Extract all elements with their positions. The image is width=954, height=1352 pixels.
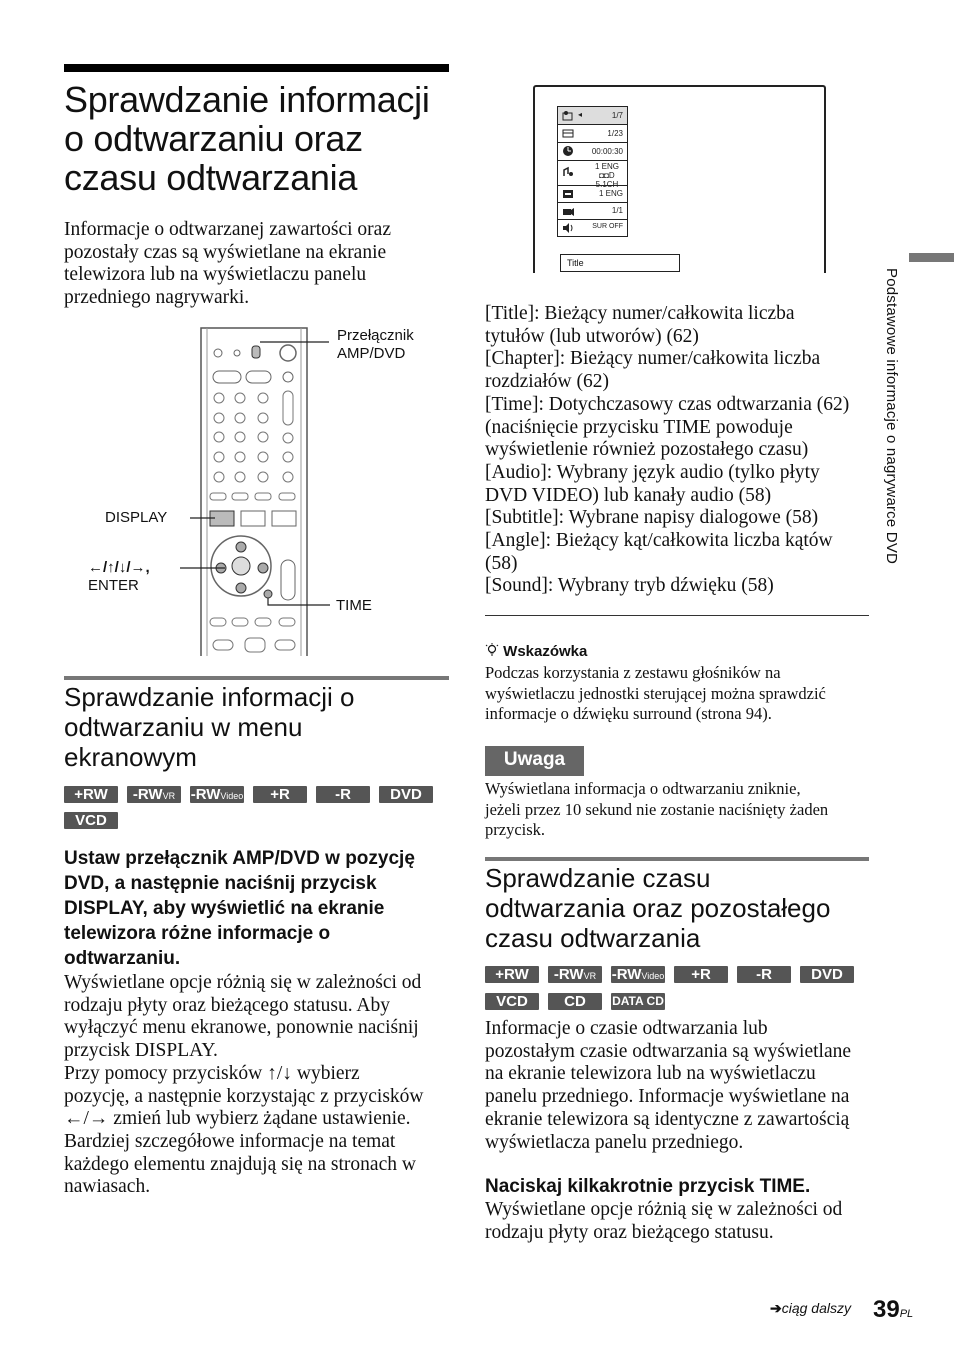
page-title-line: o odtwarzaniu oraz bbox=[64, 118, 363, 159]
right-arrow-icon: ➔ bbox=[770, 1300, 782, 1316]
osd-row-angle bbox=[557, 202, 628, 220]
osd-row-sound bbox=[557, 219, 628, 237]
osd-value: 1/1 bbox=[611, 206, 623, 215]
page-number-value: 39 bbox=[873, 1296, 900, 1323]
format-badge-data-cd: DATA CD bbox=[612, 994, 664, 1008]
switch-label-line1: Przełącznik bbox=[337, 327, 414, 344]
footer-continued bbox=[770, 1300, 851, 1317]
section2-step-body bbox=[485, 1199, 885, 1244]
chapter-icon bbox=[562, 127, 574, 139]
section2-body bbox=[485, 1018, 885, 1154]
tip-line: Podczas korzystania z zestawu głośników na bbox=[485, 663, 781, 682]
body-line: panelu przedniego. Informacje wyświetlane na bbox=[485, 1086, 850, 1108]
info-line: [Chapter]: Bieżący numer/całkowita liczba bbox=[485, 348, 821, 370]
section1-step bbox=[64, 846, 454, 971]
tip-heading-text: Wskazówka bbox=[503, 643, 588, 660]
format-badge-minus-rw-vr: -RWVR bbox=[127, 786, 181, 803]
section2-heading-line: odtwarzania oraz pozostałego bbox=[485, 893, 831, 923]
audio-icon bbox=[562, 166, 574, 178]
osd-value: 1/7 bbox=[611, 111, 623, 120]
section1-rule bbox=[64, 676, 449, 680]
continued-text: ciąg dalszy bbox=[781, 1300, 851, 1316]
note-line: przycisk. bbox=[485, 820, 546, 839]
side-tab-label: Podstawowe informacje o nagrywarce DVD bbox=[883, 268, 900, 565]
osd-caption-box bbox=[560, 254, 680, 272]
info-line: [Time]: Dotychczasowy czas odtwarzania (62) bbox=[485, 393, 850, 415]
page-title bbox=[64, 80, 454, 197]
left-arrow-icon: ◂ bbox=[578, 110, 583, 119]
format-badge-dvd: DVD bbox=[379, 786, 433, 803]
arrows-label: ←/↑/↓/→, bbox=[88, 559, 150, 576]
switch-label-line2: AMP/DVD bbox=[337, 345, 406, 362]
info-line: [Title]: Bieżący numer/całkowita liczba bbox=[485, 303, 795, 324]
step-line: DVD, a następnie naciśnij przycisk bbox=[64, 873, 377, 894]
info-line: wyświetlenie również pozostałego czasu) bbox=[485, 439, 809, 461]
body-line: każdego elementu znajdują się na stronach w bbox=[64, 1153, 416, 1175]
display-label: DISPLAY bbox=[105, 509, 168, 526]
enter-label: ENTER bbox=[88, 577, 139, 594]
section1-heading bbox=[64, 682, 454, 772]
format-badge-minus-rw-video: -RWVideo bbox=[190, 786, 244, 803]
info-line: (58) bbox=[485, 552, 518, 574]
callout-lines bbox=[160, 330, 340, 620]
body-line: nawiasach. bbox=[64, 1176, 151, 1198]
osd-row-title bbox=[557, 106, 628, 125]
osd-value: 1/23 bbox=[607, 129, 623, 138]
section2-rule bbox=[485, 857, 869, 861]
info-line: [Audio]: Wybrany język audio (tylko płyty bbox=[485, 461, 820, 483]
body-line: Wyświetlane opcje różnią się w zależności od bbox=[64, 972, 422, 993]
body-line: ekranie telewizora są identyczne z zawartością bbox=[485, 1108, 850, 1130]
body-line: rodzaju płyty oraz bieżącego statusu. bbox=[485, 1221, 774, 1243]
page-number-suffix: PL bbox=[899, 1308, 914, 1320]
osd-row-chapter bbox=[557, 124, 628, 143]
note-heading-box bbox=[485, 746, 584, 776]
note-line: jeżeli przez 10 sekund nie zostanie naciśnięty żaden bbox=[485, 799, 829, 819]
side-tab-bar bbox=[909, 253, 954, 262]
osd-value: 1 ENG ◘◘D 5.1CH bbox=[594, 162, 619, 189]
note-body bbox=[485, 779, 875, 841]
camera-icon bbox=[562, 205, 574, 217]
page-number bbox=[873, 1296, 913, 1324]
tip-body bbox=[485, 663, 875, 725]
osd-row-audio bbox=[557, 160, 628, 189]
format-badge-plus-r: +R bbox=[253, 786, 307, 803]
intro-paragraph: Informacje o odtwarzanej zawartości oraz pozostały czas są wyświetlane na ekranie telewizora lub na wyświetlaczu panelu przedniego nagrywarki. bbox=[64, 219, 391, 309]
body-line: Informacje o czasie odtwarzania lub bbox=[485, 1018, 768, 1039]
body-line: pozostałym czasie odtwarzania są wyświetlane bbox=[485, 1040, 852, 1062]
osd-value: 00:00:30 bbox=[591, 147, 623, 156]
title-rule bbox=[64, 64, 449, 72]
section1-body bbox=[64, 972, 454, 1199]
format-badge-vcd: VCD bbox=[64, 812, 118, 829]
body-line: przycisk DISPLAY. bbox=[64, 1040, 218, 1062]
section2-heading-line: Sprawdzanie czasu bbox=[485, 863, 711, 893]
format-badge-dvd: DVD bbox=[800, 966, 854, 983]
step-line: Ustaw przełącznik AMP/DVD w pozycję bbox=[64, 848, 415, 869]
body-line: Przy pomocy przycisków ↑/↓ wybierz bbox=[64, 1062, 360, 1084]
title-icon bbox=[562, 110, 574, 122]
osd-value: SUR OFF bbox=[592, 223, 623, 230]
note-heading: Uwaga bbox=[503, 749, 566, 770]
osd-caption: Title bbox=[567, 258, 584, 268]
info-line: [Sound]: Wybrany tryb dźwięku (58) bbox=[485, 575, 774, 597]
tip-heading bbox=[485, 643, 587, 660]
clock-icon bbox=[562, 145, 574, 157]
section2-step: Naciskaj kilkakrotnie przycisk TIME. bbox=[485, 1176, 811, 1197]
info-line: tytułów (lub utworów) (62) bbox=[485, 325, 699, 347]
body-line: rodzaju płyty oraz bieżącego statusu. Aby bbox=[64, 994, 390, 1016]
time-label: TIME bbox=[336, 597, 372, 614]
format-badge-plus-r: +R bbox=[674, 966, 728, 983]
body-line: Wyświetlane opcje różnią się w zależności od bbox=[485, 1199, 843, 1220]
tip-line: informacje o dźwięku surround (strona 94). bbox=[485, 704, 772, 723]
format-badge-plus-rw: +RW bbox=[485, 966, 539, 983]
format-badge-minus-rw-video: -RWVideo bbox=[611, 966, 665, 983]
lightbulb-icon bbox=[485, 643, 499, 659]
section1-heading-line: Sprawdzanie informacji o bbox=[64, 682, 355, 712]
format-badge-minus-rw-vr: -RWVR bbox=[548, 966, 602, 983]
format-badge-minus-r: -R bbox=[316, 786, 370, 803]
body-line: pozycję, a następnie korzystając z przycisków bbox=[64, 1085, 424, 1107]
body-line: na ekranie telewizora lub na wyświetlaczu bbox=[485, 1063, 816, 1085]
info-line: DVD VIDEO) lub kanały audio (58) bbox=[485, 484, 772, 506]
info-list bbox=[485, 303, 875, 598]
subtitle-icon bbox=[562, 188, 574, 200]
step-line: telewizora różne informacje o bbox=[64, 923, 331, 944]
body-line: wyłączyć menu ekranowe, ponownie naciśnij bbox=[64, 1017, 419, 1039]
info-line: [Angle]: Bieżący kąt/całkowita liczba kątów bbox=[485, 530, 833, 552]
tip-rule bbox=[485, 615, 869, 616]
body-line: Bardziej szczegółowe informacje na temat bbox=[64, 1130, 396, 1152]
osd-row-subtitle bbox=[557, 185, 628, 203]
speaker-icon bbox=[562, 222, 574, 234]
page-title-line: czasu odtwarzania bbox=[64, 157, 358, 198]
step-line: odtwarzaniu. bbox=[64, 948, 181, 969]
format-badge-plus-rw: +RW bbox=[64, 786, 118, 803]
osd-value: 1 ENG bbox=[598, 189, 623, 198]
tip-line: wyświetlaczu jednostki sterującej można sprawdzić bbox=[485, 683, 826, 703]
section2-heading-line: czasu odtwarzania bbox=[485, 923, 701, 953]
switch-label bbox=[337, 327, 414, 363]
page-title-line: Sprawdzanie informacji bbox=[64, 79, 430, 120]
step-line: DISPLAY, aby wyświetlić na ekranie bbox=[64, 898, 385, 919]
note-line: Wyświetlana informacja o odtwarzaniu zniknie, bbox=[485, 779, 801, 798]
section1-heading-line: ekranowym bbox=[64, 742, 197, 772]
info-line: (naciśnięcie przycisku TIME powoduje bbox=[485, 416, 793, 438]
info-line: [Subtitle]: Wybrane napisy dialogowe (58) bbox=[485, 507, 819, 529]
body-line: ←/→ zmień lub wybierz żądane ustawienie. bbox=[64, 1108, 411, 1130]
body-line: wyświetlacza panelu przedniego. bbox=[485, 1131, 744, 1153]
format-badge-cd: CD bbox=[548, 993, 602, 1010]
section1-heading-line: odtwarzaniu w menu bbox=[64, 712, 303, 742]
osd-row-time bbox=[557, 142, 628, 161]
format-badge-minus-r: -R bbox=[737, 966, 791, 983]
section2-heading bbox=[485, 863, 885, 953]
format-badge-vcd: VCD bbox=[485, 993, 539, 1010]
info-line: rozdziałów (62) bbox=[485, 371, 609, 393]
